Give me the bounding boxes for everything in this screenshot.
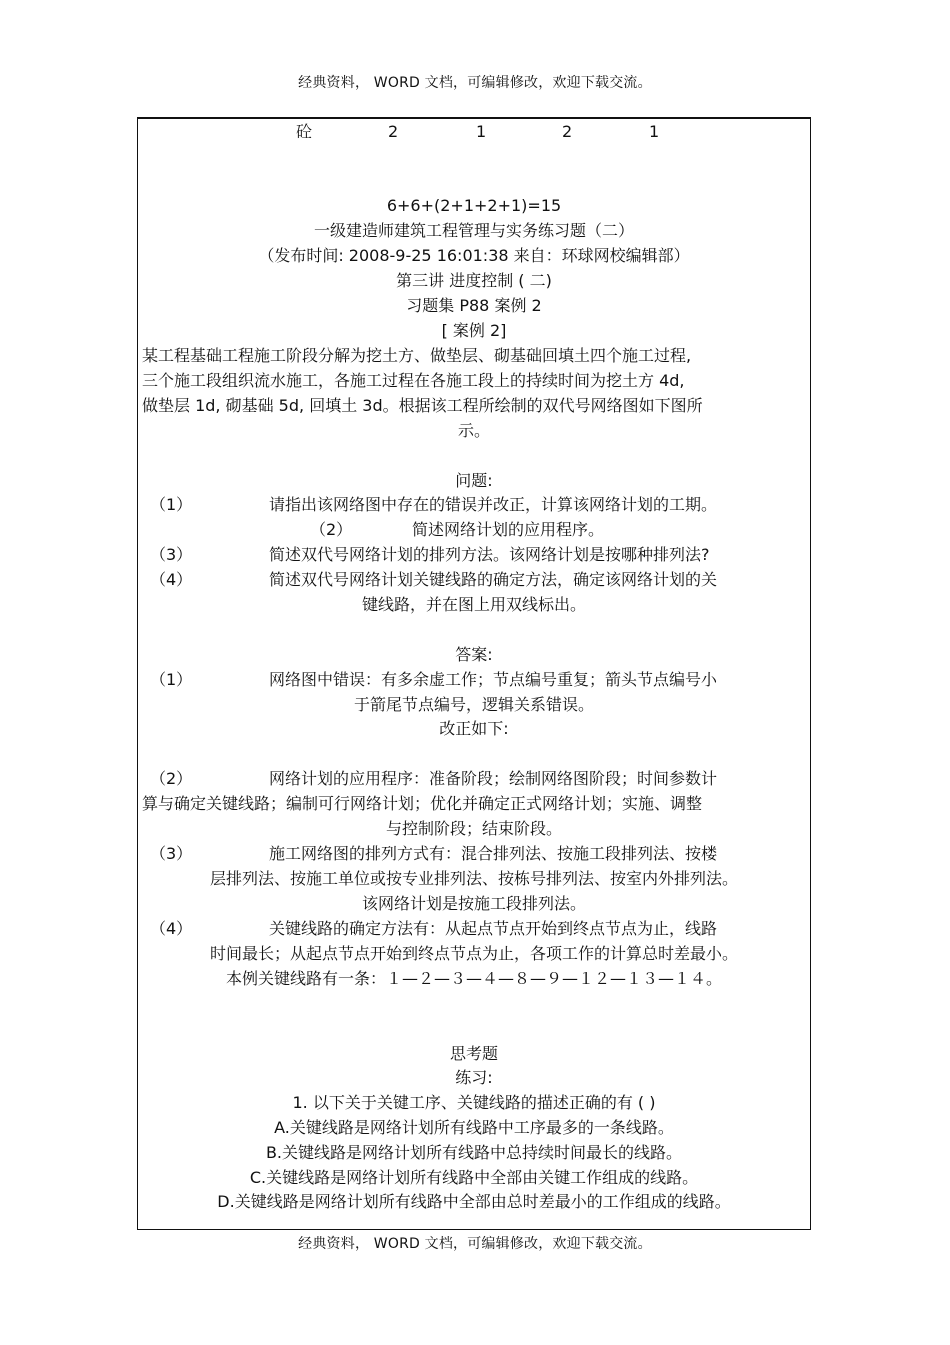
description-line: 三个施工段组织流水施工，各施工过程在各施工段上的持续时间为挖土方 4d, <box>142 371 685 390</box>
answer-extra: 改正如下: <box>439 719 509 738</box>
answer-number: （3） <box>150 844 193 863</box>
answers-title: 答案: <box>455 645 493 664</box>
page-header: 经典资料， WORD 文档，可编辑修改，欢迎下载交流。 <box>298 75 652 91</box>
mcq-option: D.关键线路是网络计划所有线路中全部由总时差最小的工作组成的线路。 <box>217 1192 731 1211</box>
content-box <box>137 117 811 1230</box>
practice-title: 练习: <box>455 1068 493 1087</box>
case-label: [ 案例 2] <box>441 321 507 340</box>
doc-title: 一级建造师建筑工程管理与实务练习题（二） <box>313 221 634 240</box>
answer-text-cont: 于箭尾节点编号，逻辑关系错误。 <box>353 695 594 714</box>
question-number: （3） <box>150 545 193 564</box>
answer-number: （1） <box>150 670 193 689</box>
top-row-cell: 2 <box>562 122 573 141</box>
description-line: 某工程基础工程施工阶段分解为挖土方、做垫层、砌基础回填土四个施工过程, <box>142 346 692 365</box>
publish-info: （发布时间: 2008-9-25 16:01:38 来自：环球网校编辑部） <box>258 246 690 265</box>
answer-text: 网络图中错误：有多余虚工作；节点编号重复；箭头节点编号小 <box>269 670 718 689</box>
question-number: （4） <box>150 570 193 589</box>
question-text-cont: 键线路，并在图上用双线标出。 <box>361 595 586 614</box>
mcq-option: B.关键线路是网络计划所有线路中总持续时间最长的线路。 <box>265 1143 683 1162</box>
answer-text-cont: 该网络计划是按施工段排列法。 <box>361 894 586 913</box>
thinking-title: 思考题 <box>449 1044 498 1063</box>
answer-text-cont: 与控制阶段；结束阶段。 <box>385 819 562 838</box>
top-row-cell: 2 <box>388 122 399 141</box>
formula: 6+6+(2+1+2+1)=15 <box>386 196 562 215</box>
answer-number: （2） <box>150 769 193 788</box>
answer-number: （4） <box>150 919 193 938</box>
answer-text: 施工网络图的排列方式有：混合排列法、按施工段排列法、按楼 <box>269 844 718 863</box>
questions-title: 问题: <box>455 471 493 490</box>
page-footer: 经典资料， WORD 文档，可编辑修改，欢迎下载交流。 <box>298 1236 652 1252</box>
answer-text-cont: 时间最长；从起点节点开始到终点节点为止，各项工作的计算总时差最小。 <box>209 944 738 963</box>
top-row-cell: 1 <box>649 122 660 141</box>
mcq-option: C.关键线路是网络计划所有线路中全部由关键工作组成的线路。 <box>249 1168 699 1187</box>
mcq-option: A.关键线路是网络计划所有线路中工序最多的一条线路。 <box>274 1118 674 1137</box>
description-line: 做垫层 1d, 砌基础 5d, 回填土 3d。根据该工程所绘制的双代号网络图如下图所 <box>142 396 703 415</box>
question-text: 简述双代号网络计划的排列方法。该网络计划是按哪种排列法? <box>269 545 710 564</box>
answer-text-cont: 层排列法、按施工单位或按专业排列法、按栋号排列法、按室内外排列法。 <box>209 869 738 888</box>
question-text: 简述双代号网络计划关键线路的确定方法，确定该网络计划的关 <box>269 570 718 589</box>
question-number: （2） <box>310 520 353 539</box>
exercise-ref: 习题集 P88 案例 2 <box>406 296 542 315</box>
critical-path: 本例关键线路有一条：１—２—３—４—８—９—１２—１３—１４。 <box>225 969 722 988</box>
description-line: 示。 <box>457 421 490 440</box>
answer-text-cont: 算与确定关键线路；编制可行网络计划；优化并确定正式网络计划；实施、调整 <box>142 794 703 813</box>
top-row-cell: 砼 <box>296 122 313 141</box>
answer-text: 网络计划的应用程序：准备阶段；绘制网络图阶段；时间参数计 <box>269 769 718 788</box>
question-text: 请指出该网络图中存在的错误并改正，计算该网络计划的工期。 <box>269 495 718 514</box>
top-row-cell: 1 <box>476 122 487 141</box>
lecture-title: 第三讲 进度控制 ( 二) <box>396 271 552 290</box>
answer-text: 关键线路的确定方法有：从起点节点开始到终点节点为止，线路 <box>269 919 718 938</box>
mcq-stem: 1. 以下关于关键工序、关键线路的描述正确的有 ( ) <box>292 1093 656 1112</box>
question-text: 简述网络计划的应用程序。 <box>412 520 605 539</box>
question-number: （1） <box>150 495 193 514</box>
